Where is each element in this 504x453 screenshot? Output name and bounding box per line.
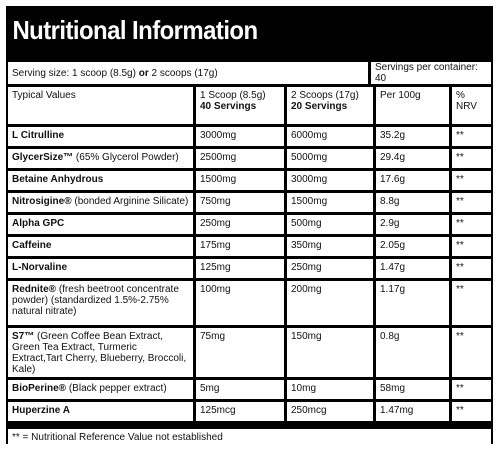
one-scoop-value: 125mg [196, 259, 284, 278]
ingredient-detail: (bonded Arginine Silicate) [71, 196, 189, 207]
ingredient-detail: (Green Coffee Bean Extract, Green Tea Extract, Turmeric Extract,Tart Cherry, Blueberry, Broccoli, Kale) [12, 331, 189, 375]
nrv-value: ** [452, 171, 491, 190]
footnote-row [8, 429, 491, 446]
ingredient-name: L Citrulline [12, 130, 65, 141]
two-scoops-value: 250mg [287, 259, 373, 278]
title-bar [6, 6, 493, 54]
ingredient-name: BioPerine® [12, 383, 67, 394]
table-row [8, 237, 491, 256]
one-scoop-value: 5mg [196, 380, 284, 399]
one-scoop-value: 3000mg [196, 127, 284, 146]
header-one-scoop-servings: 40 Servings [200, 101, 257, 112]
one-scoop-value: 125mcg [196, 402, 284, 421]
serving-row [8, 62, 491, 84]
two-scoops-value: 5000mg [287, 149, 373, 168]
nutrition-panel [6, 6, 493, 444]
serving-size-or: or [138, 67, 149, 79]
nrv-value: ** [452, 281, 491, 325]
nrv-value: ** [452, 149, 491, 168]
ingredient-name: Huperzine A [12, 405, 70, 416]
table-row [8, 171, 491, 190]
header-two-scoops-size: 2 Scoops (17g) [291, 90, 359, 101]
servings-per-container: Servings per container: 40 [371, 62, 491, 84]
header-typical-values: Typical Values [8, 87, 193, 124]
two-scoops-value: 1500mg [287, 193, 373, 212]
per-100g-value: 1.17g [376, 281, 449, 325]
two-scoops-value: 150mg [287, 328, 373, 377]
ingredient-name: S7™ [12, 331, 35, 342]
table-row [8, 380, 491, 399]
serving-size-suffix: 2 scoops (17g) [148, 67, 218, 79]
nrv-value: ** [452, 193, 491, 212]
per-100g-value: 0.8g [376, 328, 449, 377]
two-scoops-value: 350mg [287, 237, 373, 256]
nrv-value: ** [452, 237, 491, 256]
one-scoop-value: 175mg [196, 237, 284, 256]
table-row [8, 149, 491, 168]
footnote: ** = Nutritional Reference Value not established [8, 429, 491, 446]
table-row [8, 215, 491, 234]
two-scoops-value: 250mcg [287, 402, 373, 421]
two-scoops-value: 3000mg [287, 171, 373, 190]
ingredient-cell [8, 328, 193, 377]
ingredient-detail: (65% Glycerol Powder) [73, 152, 179, 163]
nrv-value: ** [452, 380, 491, 399]
header-two-scoops [287, 87, 373, 124]
header-one-scoop-size: 1 Scoop (8.5g) [200, 90, 266, 101]
two-scoops-value: 200mg [287, 281, 373, 325]
ingredient-cell [8, 149, 193, 168]
per-100g-value: 2.05g [376, 237, 449, 256]
header-nrv: % NRV [452, 87, 491, 124]
ingredient-cell [8, 237, 193, 256]
table-row [8, 328, 491, 377]
per-100g-value: 8.8g [376, 193, 449, 212]
two-scoops-value: 6000mg [287, 127, 373, 146]
ingredient-cell [8, 259, 193, 278]
table-header-row [8, 87, 491, 124]
two-scoops-value: 500mg [287, 215, 373, 234]
ingredient-cell [8, 193, 193, 212]
one-scoop-value: 250mg [196, 215, 284, 234]
ingredient-name: Alpha GPC [12, 218, 65, 229]
serving-size [8, 62, 368, 84]
header-two-scoops-servings: 20 Servings [291, 101, 348, 112]
ingredient-name: GlycerSize™ [12, 152, 74, 163]
ingredient-cell [8, 171, 193, 190]
table-row [8, 281, 491, 325]
ingredient-cell [8, 380, 193, 399]
header-per-100g: Per 100g [376, 87, 449, 124]
ingredient-name: L-Norvaline [12, 262, 68, 273]
table-row [8, 259, 491, 278]
nrv-value: ** [452, 215, 491, 234]
nrv-value: ** [452, 127, 491, 146]
one-scoop-value: 100mg [196, 281, 284, 325]
ingredient-name: Nitrosigine® [12, 196, 72, 207]
ingredient-cell [8, 215, 193, 234]
one-scoop-value: 75mg [196, 328, 284, 377]
nrv-value: ** [452, 259, 491, 278]
per-100g-value: 1.47mg [376, 402, 449, 421]
ingredient-cell [8, 127, 193, 146]
per-100g-value: 1.47g [376, 259, 449, 278]
nutrition-table [8, 87, 491, 424]
header-one-scoop [196, 87, 284, 124]
table-row [8, 402, 491, 421]
table-row [8, 127, 491, 146]
per-100g-value: 58mg [376, 380, 449, 399]
ingredient-cell [8, 402, 193, 421]
per-100g-value: 29.4g [376, 149, 449, 168]
nrv-value: ** [452, 328, 491, 377]
two-scoops-value: 10mg [287, 380, 373, 399]
table-row [8, 193, 491, 212]
ingredient-detail: (Black pepper extract) [66, 383, 167, 394]
nrv-value: ** [452, 402, 491, 421]
ingredient-cell [8, 281, 193, 325]
per-100g-value: 2.9g [376, 215, 449, 234]
serving-size-prefix: Serving size: 1 scoop (8.5g) [12, 67, 139, 79]
one-scoop-value: 750mg [196, 193, 284, 212]
ingredient-name: Caffeine [12, 240, 52, 251]
one-scoop-value: 1500mg [196, 171, 284, 190]
ingredient-name: Rednite® [12, 284, 57, 295]
per-100g-value: 35.2g [376, 127, 449, 146]
page-title: Nutritional Information [12, 15, 258, 45]
one-scoop-value: 2500mg [196, 149, 284, 168]
ingredient-name: Betaine Anhydrous [12, 174, 104, 185]
ingredient-detail: (fresh beetroot concentrate powder) (standardized 1.5%-2.75% natural nitrate) [12, 284, 182, 317]
per-100g-value: 17.6g [376, 171, 449, 190]
